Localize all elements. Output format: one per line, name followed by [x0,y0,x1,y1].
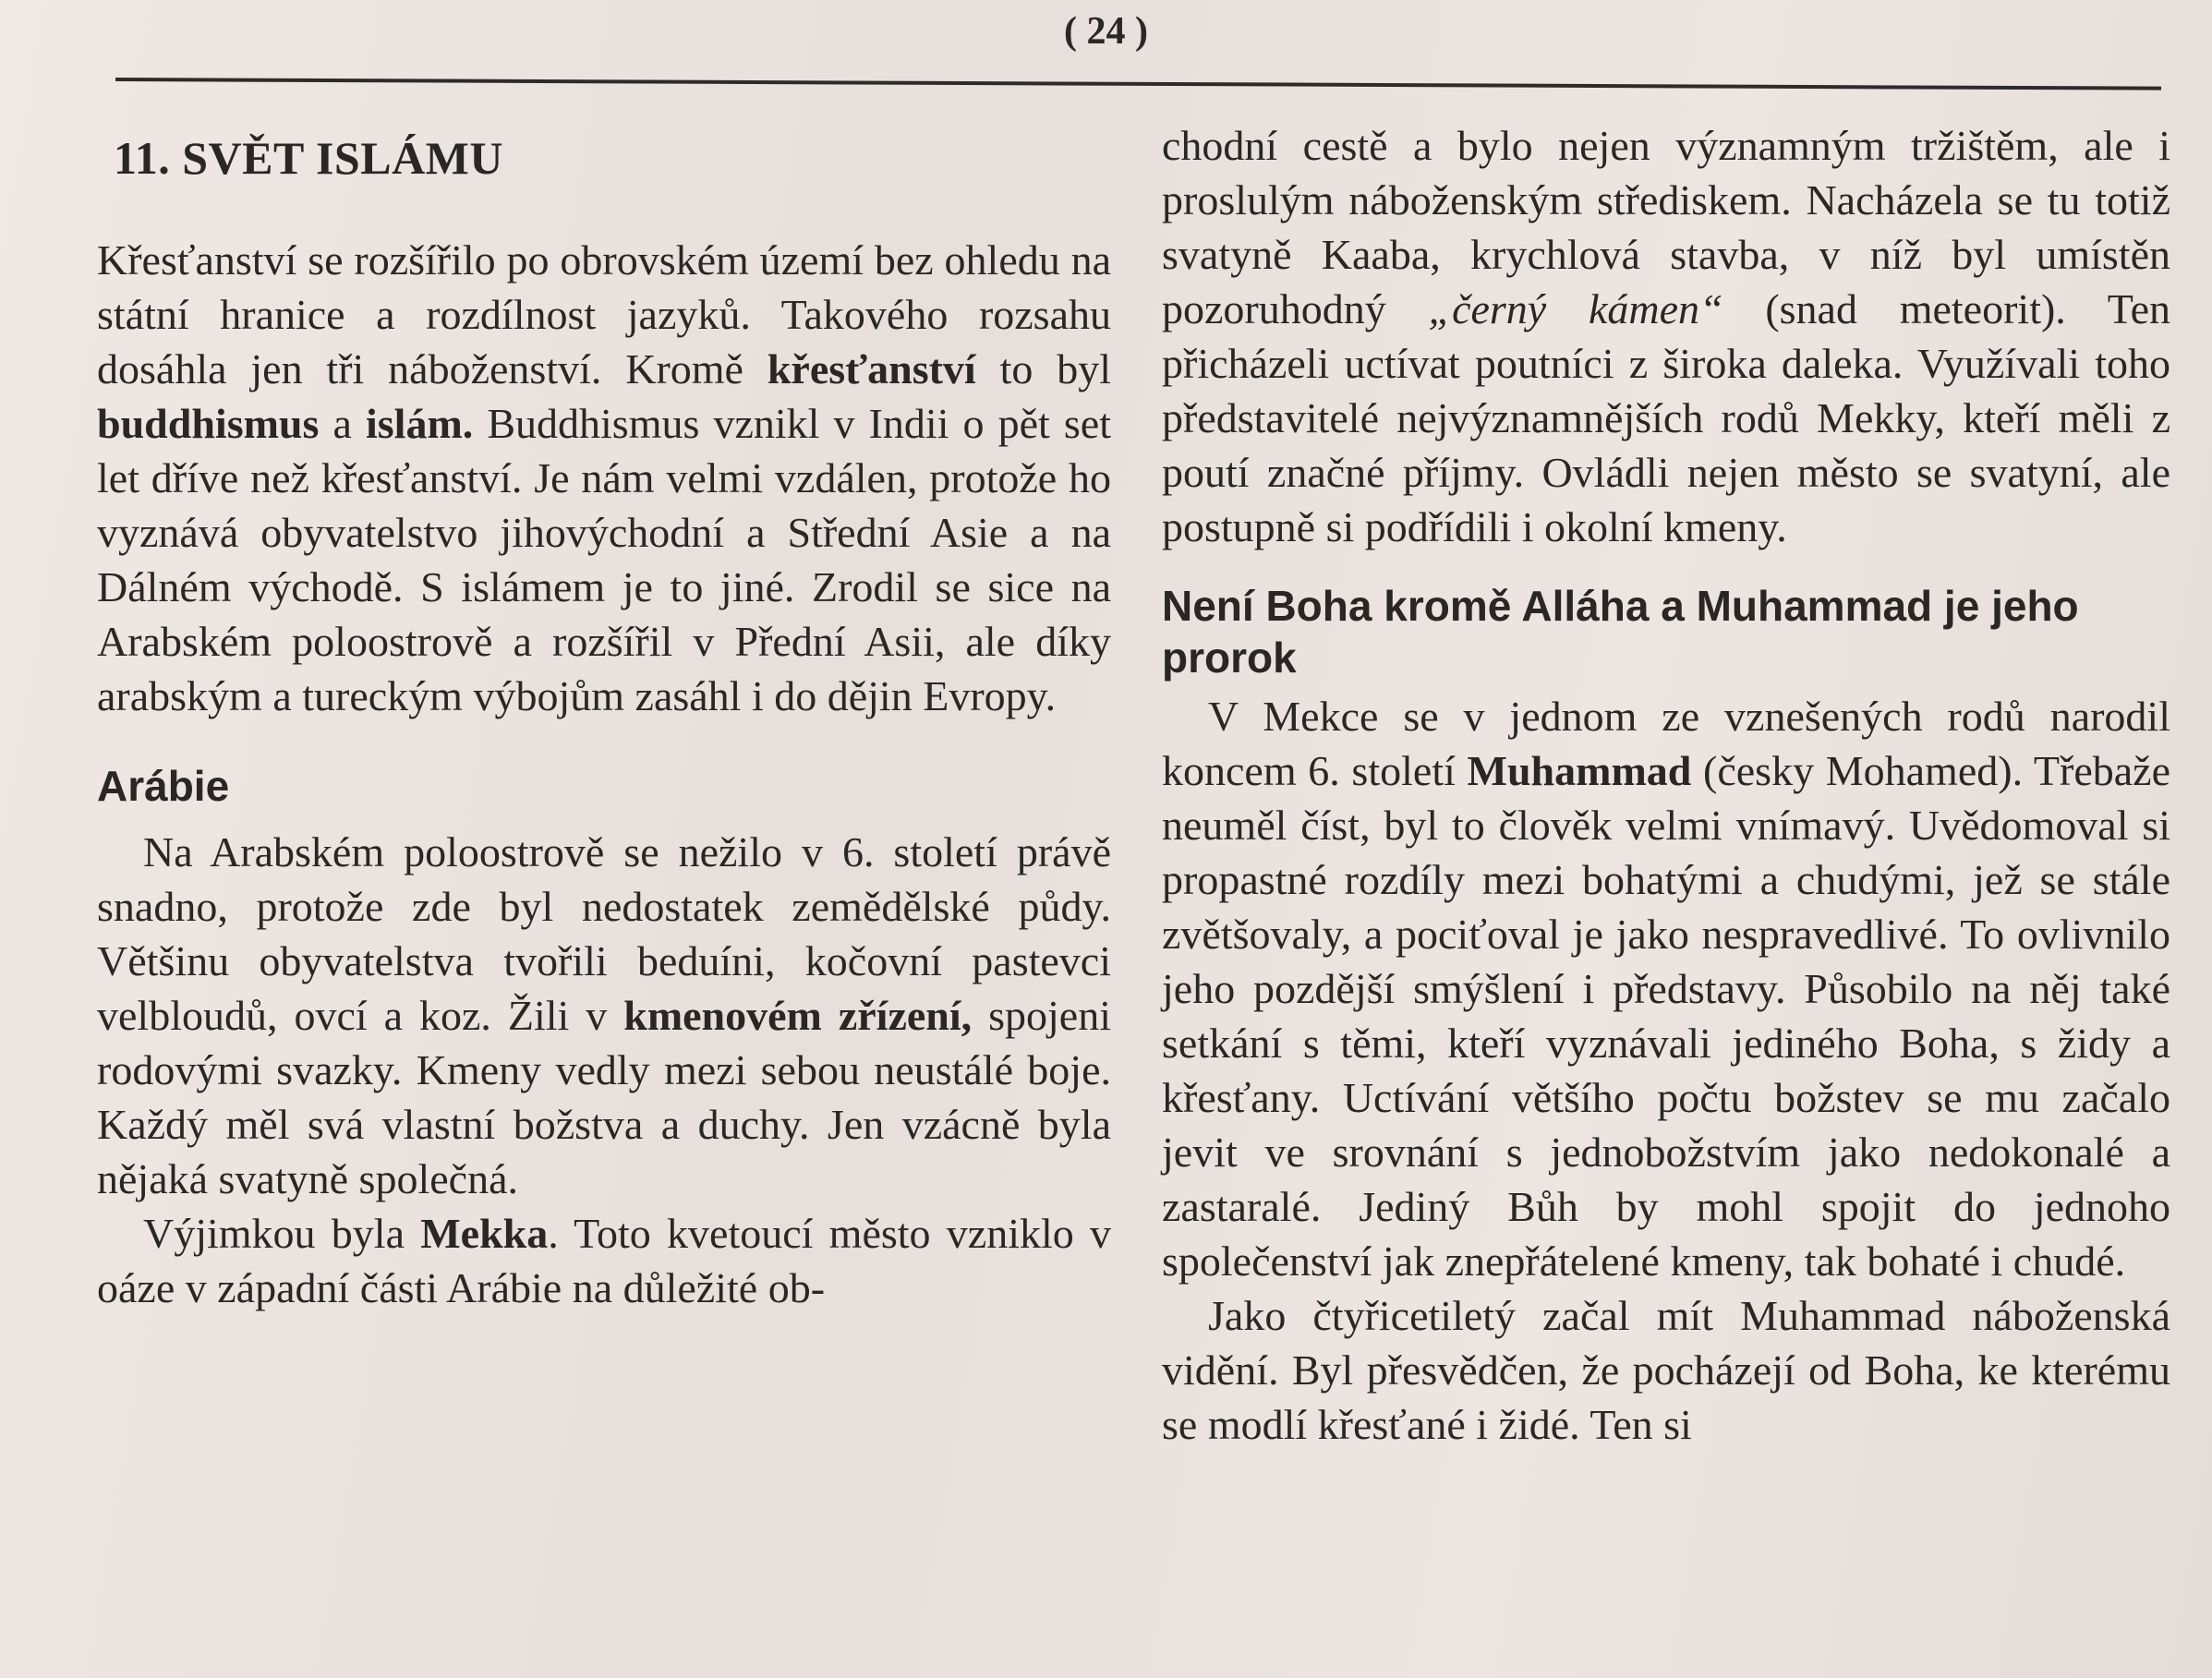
term-buddhism: buddhismus [97,400,320,447]
header-rule [115,78,2161,91]
intro-paragraph: Křesťanství se rozšířilo po obrovském území bez ohledu na státní hranice a rozdílnost jazyků. Takového rozsahu dosáhla jen tři náboženství. Kromě křesťanství to byl buddhismus a islám. Buddhismus vznikl v Indii o pět set let dříve než křesťanství. Je nám velmi vzdálen, protože ho vyznává obyvatelstvo jihovýchodní a Střední Asie a na Dálném východě. S islámem je to jiné. Zrodil se sice na Arabském poloostrově a rozšířil v Přední Asii, ale díky arabským a tureckým výbojům zasáhl i do dějin Evropy. [97,236,1111,719]
term-black-stone: „černý kámen“ [1428,285,1723,332]
term-mecca: Mekka [420,1210,549,1257]
left-column [97,120,1111,1315]
chapter-title: 11. SVĚT ISLÁMU [114,132,503,184]
continuation-paragraph: chodní cestě a bylo nejen významným tržištěm, ale i proslulým náboženským střediskem. Nacházela se tu totiž svatyně Kaaba, krychlová stavba, v níž byl umístěn pozoruhodný „černý kámen“ (snad meteorit). Ten přicházeli uctívat poutníci z široka daleka. Využívali toho představitelé nejvýznamnějších rodů Mekky, kteří měli z poutí značné příjmy. Ovládli nejen město se svatyní, ale postupně si podřídili i okolní kmeny. [1162,122,2170,550]
muhammad-paragraph-1: V Mekce se v jednom ze vznešených rodů narodil koncem 6. století Muhammad (česky Mohamed). Třebaže neuměl číst, byl to člověk velmi vnímavý. Uvědomoval si propastné rozdíly mezi bohatými a chudými, jež se stále zvětšovaly, a pociťoval je jako nespravedlivé. To ovlivnilo jeho pozdější smýšlení i představy. Působilo na něj také setkání s těmi, kteří vyznávali jediného Boha, s židy a křesťany. Uctívání většího počtu božstev se mu začalo jevit ve srovnání s jednobožstvím jako nedokonalé a zastaralé. Jediný Bůh by mohl spojit do jednoho společenství jak znepřátelené kmeny, tak bohaté i chudé. [1162,693,2170,1285]
term-tribal-system: kmenovém zřízení, [623,992,973,1039]
term-muhammad: Muhammad [1467,747,1692,794]
muhammad-paragraph-2: Jako čtyřicetiletý začal mít Muhammad náboženská vidění. Byl přesvědčen, že pocházejí od Boha, ke kterému se modlí křesťané i židé. Ten si [1162,1292,2170,1448]
term-christianity: křesťanství [767,345,976,392]
section-heading-allah: Není Boha kromě Alláha a Muhammad je jeho prorok [1162,582,2079,682]
right-column [1162,118,2170,1452]
section-heading-arabia: Arábie [97,762,230,810]
term-islam: islám. [365,400,474,447]
arabia-paragraph-1: Na Arabském poloostrově se nežilo v 6. století právě snadno, protože zde byl nedostatek zemědělské půdy. Většinu obyvatelstva tvořili beduíni, kočovní pastevci velbloudů, ovcí a koz. Žili v kmenovém zřízení, spojeni rodovými svazky. Kmeny vedly mezi sebou neustálé boje. Každý měl svá vlastní božstva a duchy. Jen vzácně byla nějaká svatyně společná. [97,828,1111,1202]
page-number: ( 24 ) [1064,10,1148,53]
arabia-paragraph-2: Výjimkou byla Mekka. Toto kvetoucí město vzniklo v oáze v západní části Arábie na důležité ob- [97,1210,1111,1311]
